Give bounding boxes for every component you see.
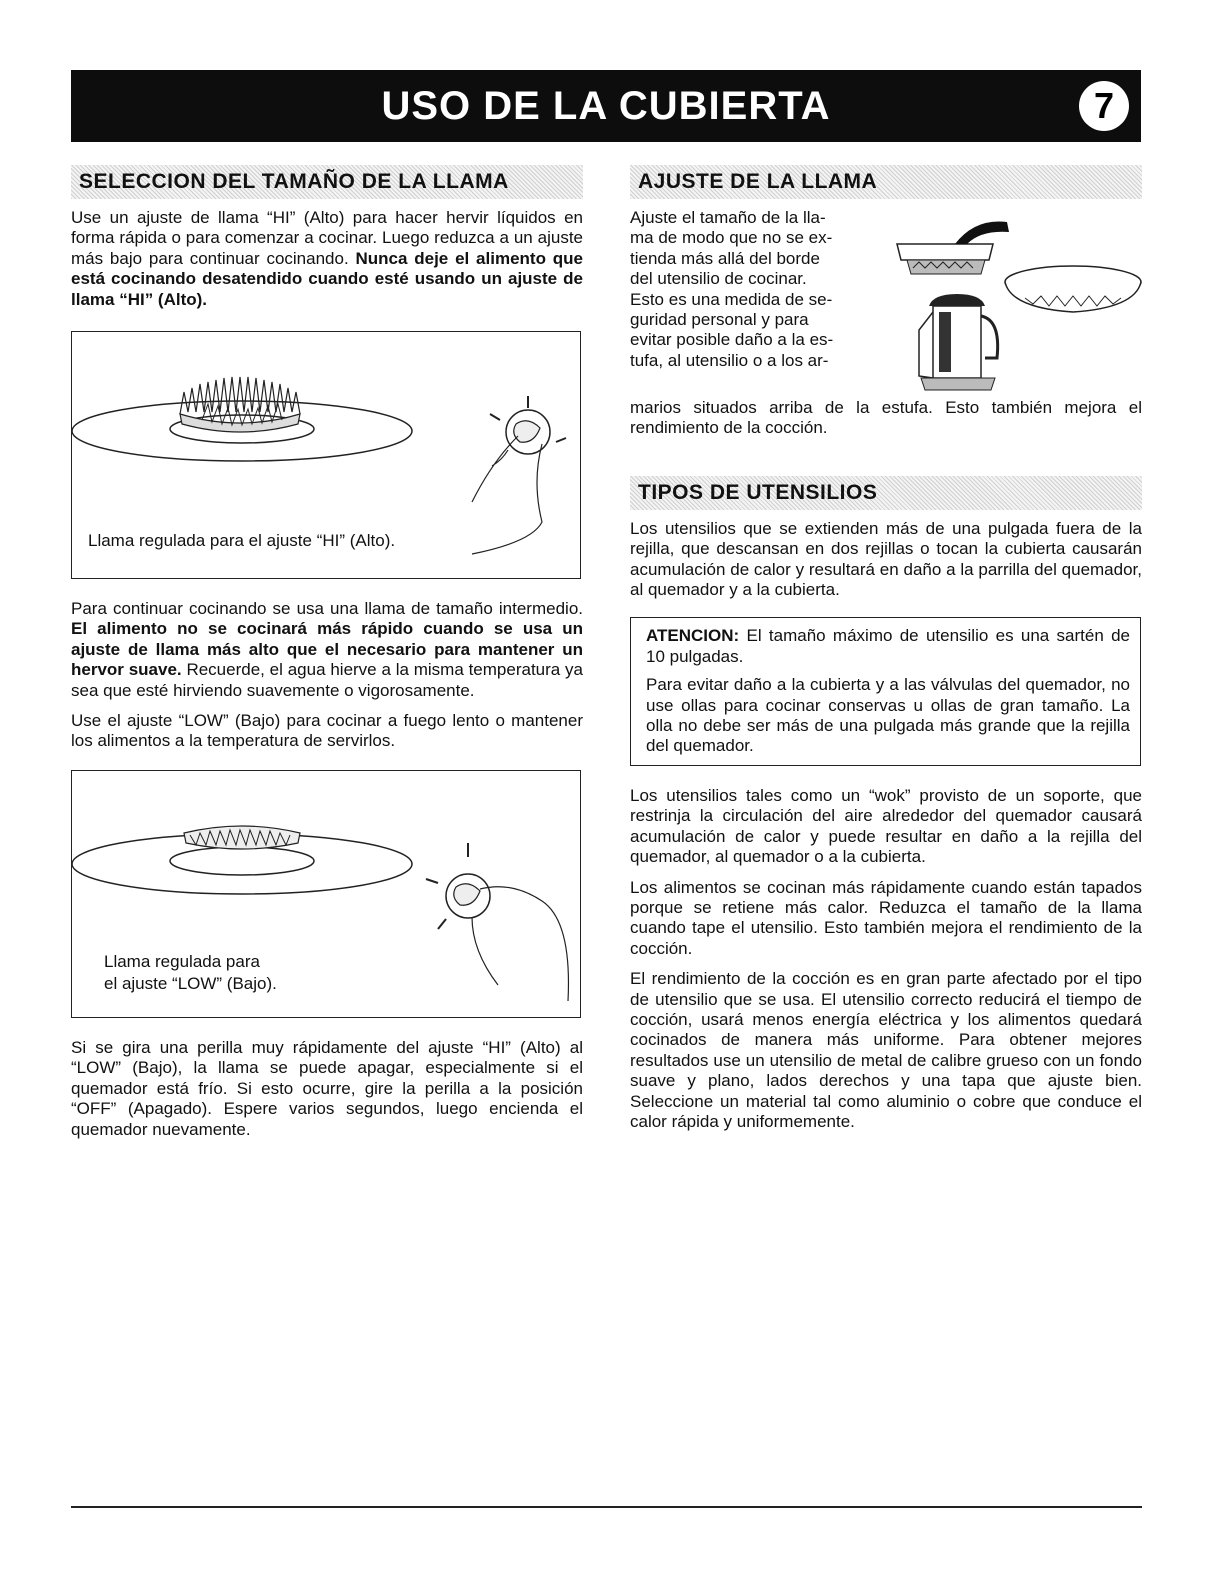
figure-caption: [104, 951, 277, 995]
figure-caption: Llama regulada para el ajuste “HI” (Alto).: [88, 531, 396, 551]
page-banner: [71, 70, 1141, 142]
text-line: del utensilio de cocinar.: [630, 269, 807, 289]
flame-adjust-block: [630, 208, 1142, 396]
figure-hi-flame: [71, 331, 581, 579]
paragraph-intermediate: [71, 599, 583, 701]
paragraph-emphasis: El alimento no se cocinará más rápido cuando se usa un ajuste de llama más alto que el necesario para mantener un hervor suave.: [71, 619, 583, 680]
caption-line: Llama regulada para: [104, 951, 260, 971]
section-heading-utensil-types: TIPOS DE UTENSILIOS: [630, 476, 1142, 510]
page-title: USO DE LA CUBIERTA: [381, 84, 831, 128]
paragraph-text: Para continuar cocinando se usa una llama de tamaño intermedio.: [71, 599, 583, 619]
section-heading-flame-adjust: AJUSTE DE LA LLAMA: [630, 165, 1142, 199]
text-line: Esto es una medida de se-: [630, 289, 833, 309]
cookware-illustration: [885, 208, 1142, 396]
attention-callout: [630, 617, 1141, 765]
paragraph-knob-warning: Si se gira una perilla muy rápidamente del ajuste “HI” (Alto) al “LOW” (Bajo), la llama se puede apagar, especialmente si el quemador está frío. Si esto ocurre, gire la perilla a la posición “OFF” (Apagado). Espere varios segundos, luego encienda el quemador nuevamente.: [71, 1037, 583, 1139]
text-line: guridad personal y para: [630, 310, 809, 330]
right-column: [630, 165, 1142, 1132]
page-number-badge: 7: [1079, 81, 1129, 131]
text-line: Ajuste el tamaño de la lla-: [630, 208, 826, 227]
text-line: tufa, al utensilio o a los ar-: [630, 350, 829, 370]
paragraph-wok: Los utensilios tales como un “wok” provisto de un soporte, que restrinja la circulación del aire alrededor del quemador causará acumulación de calor y puede resultar en daño a la rejilla del quemador, al quemador o a la cubierta.: [630, 785, 1142, 867]
paragraph-low-setting: Use el ajuste “LOW” (Bajo) para cocinar a fuego lento o mantener los alimentos a la temperatura de servirlos.: [71, 711, 583, 751]
paragraph-oversize-utensils: Los utensilios que se extienden más de una pulgada fuera de la rejilla, que descansan en dos rejillas o tocan la cubierta causarán acumulación de calor y resultará en daño a la parrilla del quemador, al quemador y a la cubierta.: [630, 518, 1142, 600]
attention-label: ATENCION:: [646, 626, 740, 646]
flame-adjust-text: [630, 208, 870, 371]
paragraph-covered: Los alimentos se cocinan más rápidamente cuando están tapados porque se retiene más calor. Reduzca el tamaño de la llama cuando tape el utensilio. Esto también mejora el rendimiento de la cocción.: [630, 877, 1142, 958]
attention-max-size: [646, 626, 1130, 667]
text-line: tienda más allá del borde: [630, 248, 820, 268]
paragraph-hi-setting: [71, 208, 583, 310]
text-line: evitar posible daño a la es-: [630, 330, 834, 350]
figure-low-flame: [71, 770, 581, 1018]
paragraph-text: Recuerde, el agua hierve a la misma temperatura ya sea que esté hirviendo suavemente o vigorosamente.: [71, 660, 583, 700]
paragraph-performance: El rendimiento de la cocción es en gran parte afectado por el tipo de utensilio que se usa. El utensilio correcto reducirá el tiempo de cocción, usará menos energía eléctrica y los alimentos quedará cocinados de manera más uniforme. Para obtener mejores resultados use un utensilio de metal de calibre grueso con un fondo suave y plano, lados derechos y una tapa que ajuste bien. Seleccione un material tal como aluminio o cobre que conduce el calor rápida y uniformemente.: [630, 969, 1142, 1131]
text-line: ma de modo que no se ex-: [630, 228, 833, 248]
paragraph-flame-adjust-tail: marios situados arriba de la estufa. Esto también mejora el rendimiento de la cocción.: [630, 398, 1142, 438]
footer-rule: [71, 1506, 1142, 1508]
paragraph-text: Use un ajuste de llama “HI” (Alto) para hacer hervir líquidos en forma rápida o para comenzar a cocinar. Luego reduzca a un ajuste más bajo para continuar cocinando.: [71, 208, 583, 268]
caption-line: el ajuste “LOW” (Bajo).: [104, 973, 277, 993]
attention-canning: Para evitar daño a la cubierta y a las válvulas del quemador, no use ollas para cocinar conservas u ollas de gran tamaño. La olla no debe ser más de una pulgada más grande que la rejilla del quemador.: [646, 675, 1130, 756]
section-heading-flame-size: SELECCION DEL TAMAÑO DE LA LLAMA: [71, 165, 583, 199]
attention-text: El tamaño máximo de utensilio es una sartén de 10 pulgadas.: [646, 626, 1130, 666]
left-column: [71, 165, 583, 1140]
paragraph-warning: Nunca deje el alimento que está cocinando desatendido cuando esté usando un ajuste de llama “HI” (Alto).: [71, 248, 583, 309]
